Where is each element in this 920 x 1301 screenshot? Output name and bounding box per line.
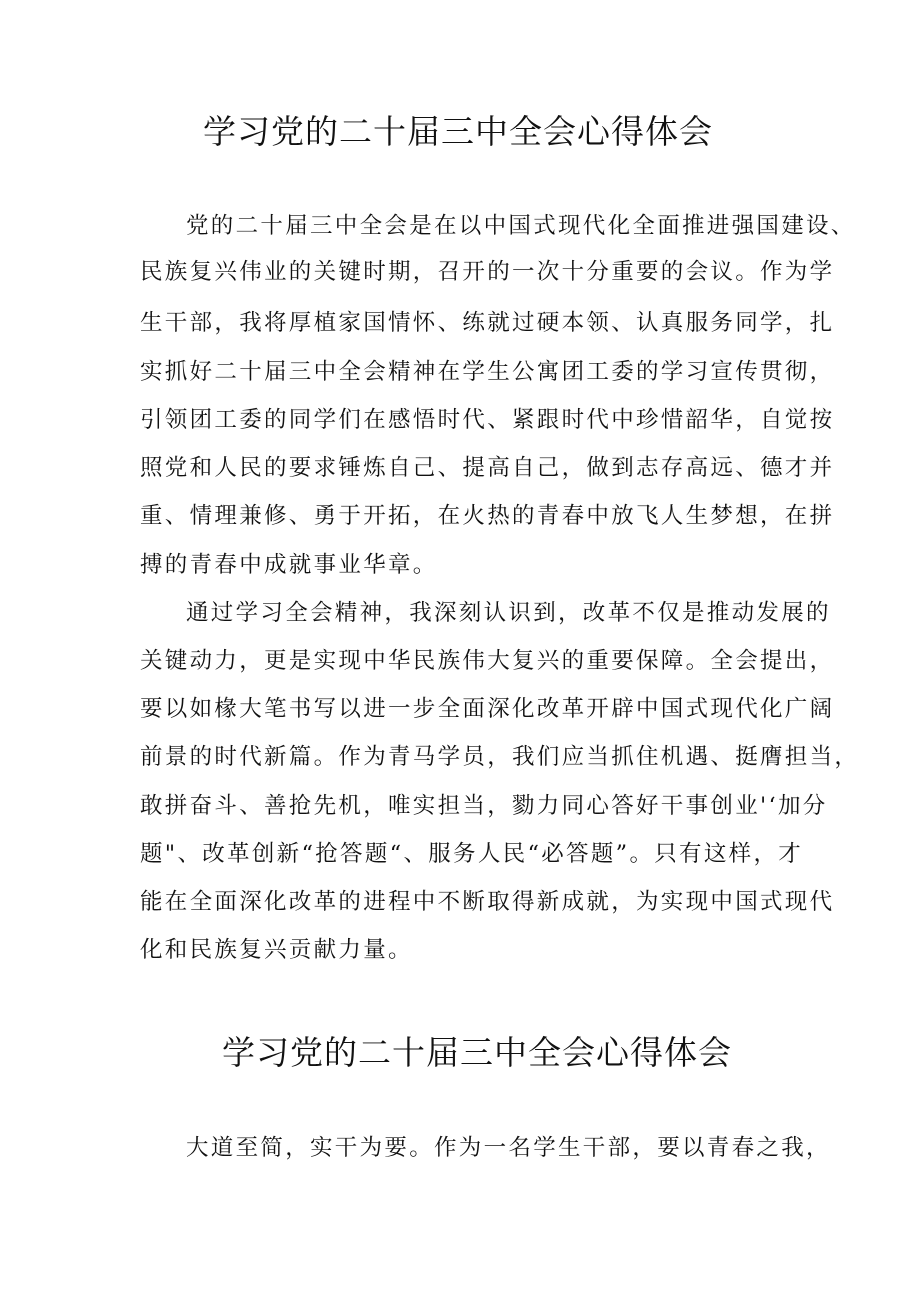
paragraph-line: 敢拼奋斗、善抢先机，唯实担当，勠力同心答好干事创业'‘加分 [140,793,828,819]
paragraph-line: 搏的青春中成就事业华章。 [140,552,438,578]
paragraph-line: 照党和人民的要求锤炼自己、提高自己，做到志存高远、德才并 [140,455,835,481]
paragraph-line: 引领团工委的同学们在感悟时代、紧跟时代中珍惜韶华，自觉按 [140,407,835,433]
paragraph-line: 题"、改革创新“抢答题“、服务人民“必答题”。只有这样，才 [140,841,804,867]
paragraph-line: 能在全面深化改革的进程中不断取得新成就，为实现中国式现代 [140,889,835,915]
paragraph-line: 生干部，我将厚植家国情怀、练就过硬本领、认真服务同学，扎 [140,310,835,336]
paragraph-line: 通过学习全会精神，我深刻认识到，改革不仅是推动发展的 [186,600,831,626]
paragraph-line: 关键动力，更是实现中华民族伟大复兴的重要保障。全会提出， [140,648,835,674]
paragraph-line: 要以如椽大笔书写以进一步全面深化改革开辟中国式现代化广阔 [140,696,835,722]
paragraph-line: 重、情理兼修、勇于开拓，在火热的青春中放飞人生梦想，在拼 [140,503,835,529]
article-title: 学习党的二十届三中全会心得体会 [222,1033,732,1072]
paragraph-line: 大道至简，实干为要。作为一名学生干部，要以青春之我， [186,1135,831,1161]
paragraph-line: 前景的时代新篇。作为青马学员，我们应当抓住机遇、挺膺担当， [140,744,860,770]
paragraph-line: 实抓好二十届三中全会精神在学生公寓团工委的学习宣传贯彻， [140,359,835,385]
paragraph-line: 化和民族复兴贡献力量。 [140,937,413,963]
paragraph-line: 党的二十届三中全会是在以中国式现代化全面推进强国建设、 [186,213,856,239]
paragraph-line: 民族复兴伟业的关键时期，召开的一次十分重要的会议。作为学 [140,259,835,285]
article-title: 学习党的二十届三中全会心得体会 [203,112,713,151]
